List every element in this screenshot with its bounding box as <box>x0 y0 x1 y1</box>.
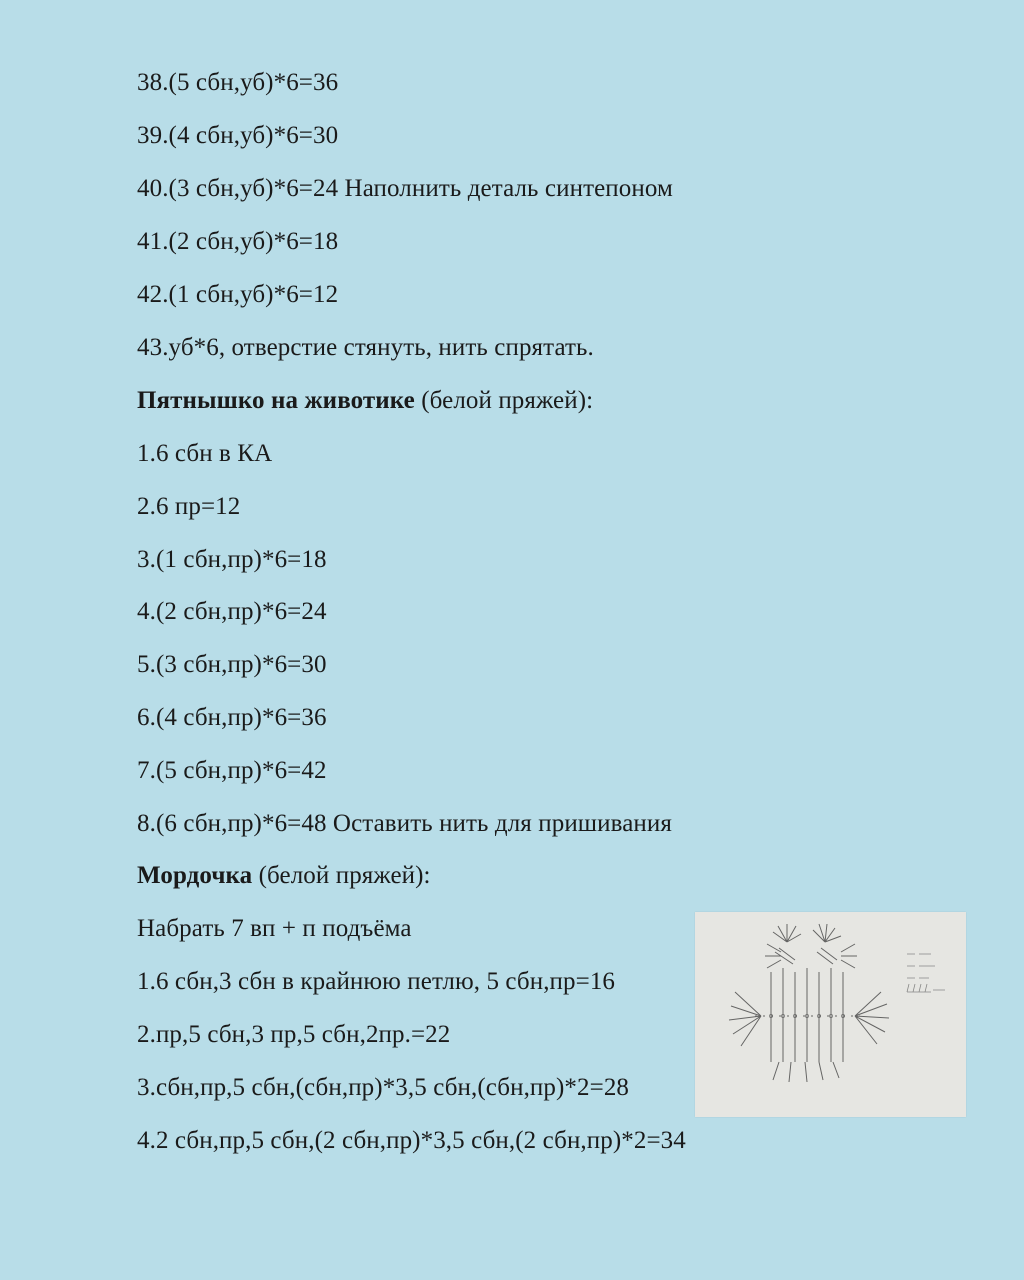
muzzle-row-start: Набрать 7 вп + п подъёма <box>137 915 412 942</box>
row-39: 39.(4 сбн,уб)*6=30 <box>137 122 339 149</box>
muzzle-row-1: 1.6 сбн,3 сбн в крайнюю петлю, 5 сбн,пр=16 <box>137 968 616 995</box>
muzzle-note: (белой пряжей): <box>252 862 431 889</box>
belly-row-3: 3.(1 сбн,пр)*6=18 <box>137 546 327 573</box>
muzzle-title: Мордочка <box>137 862 253 889</box>
muzzle-row-4: 4.2 сбн,пр,5 сбн,(2 сбн,пр)*3,5 сбн,(2 сбн,пр)*2=34 <box>137 1127 686 1154</box>
row-41: 41.(2 сбн,уб)*6=18 <box>137 228 339 255</box>
belly-spot-heading <box>137 386 593 416</box>
muzzle-row-2: 2.пр,5 сбн,3 пр,5 сбн,2пр.=22 <box>137 1021 451 1048</box>
muzzle-heading <box>137 861 431 891</box>
belly-row-4: 4.(2 сбн,пр)*6=24 <box>137 598 327 625</box>
row-43: 43.уб*6, отверстие стянуть, нить спрятать. <box>137 334 594 361</box>
belly-row-1: 1.6 сбн в КА <box>137 440 273 467</box>
belly-row-7: 7.(5 сбн,пр)*6=42 <box>137 757 327 784</box>
row-38: 38.(5 сбн,уб)*6=36 <box>137 69 339 96</box>
belly-spot-note: (белой пряжей): <box>414 387 594 414</box>
belly-row-6: 6.(4 сбн,пр)*6=36 <box>137 704 327 731</box>
belly-spot-title: Пятнышко на животике <box>137 387 415 414</box>
muzzle-row-3: 3.сбн,пр,5 сбн,(сбн,пр)*3,5 сбн,(сбн,пр)*2=28 <box>137 1074 630 1101</box>
row-42: 42.(1 сбн,уб)*6=12 <box>137 281 339 308</box>
belly-row-2: 2.6 пр=12 <box>137 493 241 520</box>
crochet-diagram-icon <box>695 912 966 1117</box>
crochet-diagram-photo-icon <box>695 912 966 1117</box>
belly-row-8: 8.(6 сбн,пр)*6=48 Оставить нить для пришивания <box>137 810 672 837</box>
belly-row-5: 5.(3 сбн,пр)*6=30 <box>137 651 327 678</box>
row-40: 40.(3 сбн,уб)*6=24 Наполнить деталь синтепоном <box>137 175 673 202</box>
